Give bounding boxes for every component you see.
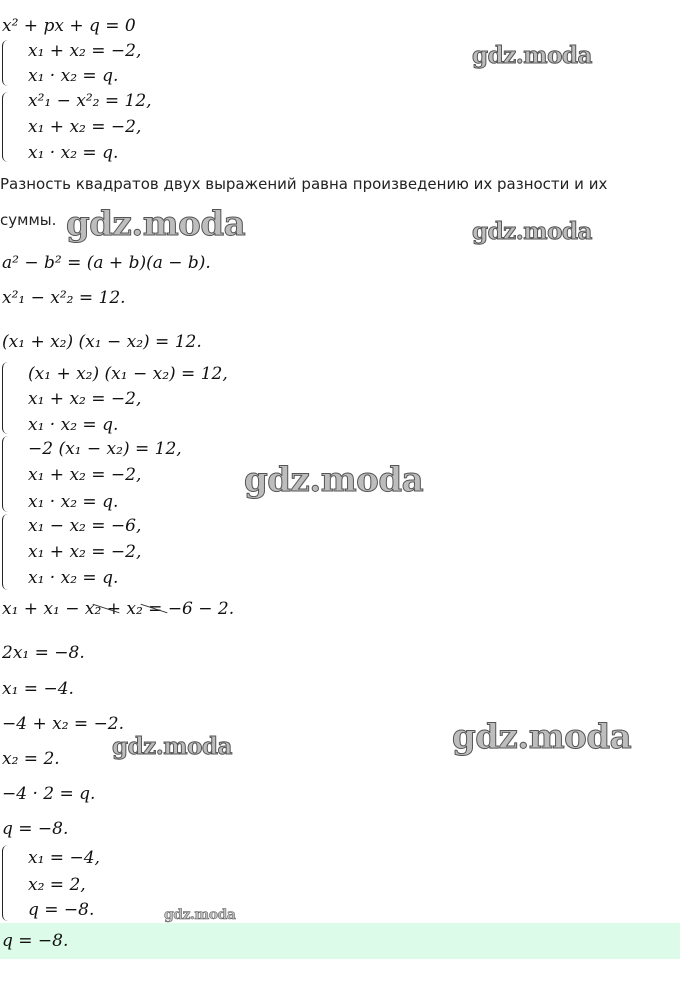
equation: x₁ = −4, bbox=[28, 848, 100, 868]
equation: x₁ + x₂ = −2, bbox=[28, 542, 142, 562]
watermark-logo: gdz.moda bbox=[112, 733, 232, 760]
explanation-text: Разность квадратов двух выражений равна произведению их разности и их bbox=[0, 175, 608, 193]
explanation-text: суммы. bbox=[0, 211, 57, 229]
brace bbox=[2, 845, 11, 921]
equation: x₁ + x₂ = −2, bbox=[28, 389, 142, 409]
brace bbox=[2, 92, 11, 162]
watermark-logo: gdz.moda bbox=[244, 460, 424, 500]
equation: x₂ = 2. bbox=[2, 749, 60, 769]
watermark-logo: gdz.moda bbox=[66, 204, 246, 244]
equation: x²₁ − x²₂ = 12, bbox=[28, 91, 152, 111]
watermark-logo: gdz.moda bbox=[472, 218, 592, 245]
equation: (x₁ + x₂) (x₁ − x₂) = 12, bbox=[28, 364, 228, 384]
equation: (x₁ + x₂) (x₁ − x₂) = 12. bbox=[2, 332, 202, 352]
equation: −2 (x₁ − x₂) = 12, bbox=[28, 439, 182, 459]
equation-sum: x₁ + x₁ − x₂ + x₂ = −6 − 2. bbox=[2, 599, 235, 619]
brace bbox=[2, 362, 11, 434]
equation: x₁ · x₂ = q. bbox=[28, 568, 119, 588]
equation: x₁ + x₂ = −2, bbox=[28, 117, 142, 137]
brace bbox=[2, 514, 11, 590]
equation: x₁ + x₂ = −2, bbox=[28, 465, 142, 485]
equation: x₁ = −4. bbox=[2, 679, 74, 699]
answer-highlight bbox=[0, 923, 680, 959]
equation: x₁ + x₂ = −2, bbox=[28, 41, 142, 61]
equation-quadratic: x² + px + q = 0 bbox=[2, 16, 136, 36]
equation: −4 + x₂ = −2. bbox=[2, 714, 125, 734]
brace bbox=[2, 436, 11, 512]
watermark-logo: gdz.moda bbox=[452, 717, 632, 757]
watermark-logo: gdz.moda bbox=[472, 42, 592, 69]
equation: x₁ · x₂ = q. bbox=[28, 415, 119, 435]
equation: −4 · 2 = q. bbox=[2, 784, 96, 804]
watermark-logo: gdz.moda bbox=[164, 907, 236, 923]
equation: x₁ − x₂ = −6, bbox=[28, 516, 142, 536]
brace bbox=[2, 40, 11, 86]
equation: a² − b² = (a + b)(a − b). bbox=[2, 253, 211, 273]
equation: x₁ · x₂ = q. bbox=[28, 143, 119, 163]
equation: 2x₁ = −8. bbox=[2, 643, 85, 663]
equation: q = −8. bbox=[2, 819, 69, 839]
equation: x₁ · x₂ = q. bbox=[28, 66, 119, 86]
equation: x²₁ − x²₂ = 12. bbox=[2, 288, 126, 308]
equation: q = −8. bbox=[28, 900, 95, 920]
equation: x₁ · x₂ = q. bbox=[28, 492, 119, 512]
answer-text: q = −8. bbox=[2, 931, 69, 951]
equation: x₂ = 2, bbox=[28, 875, 86, 895]
